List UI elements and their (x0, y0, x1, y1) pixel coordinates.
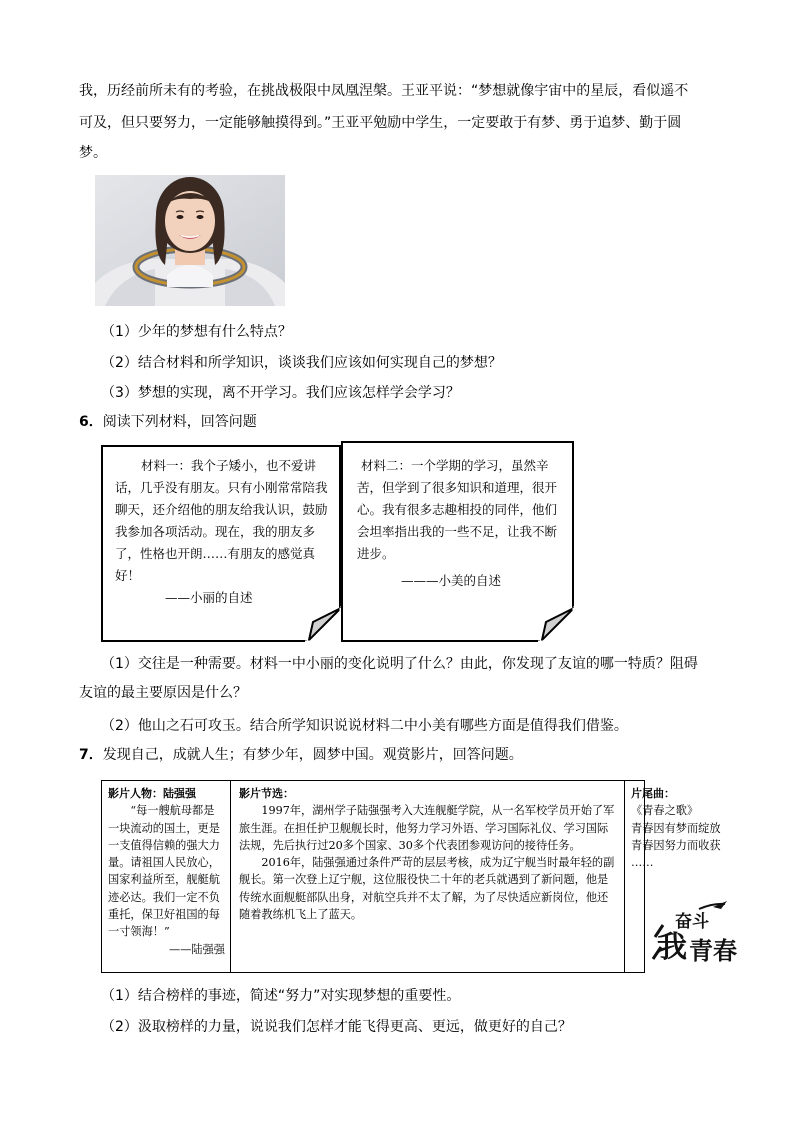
q5-sub-1: （1）少年的梦想有什么特点？ (101, 324, 292, 340)
movie-theme-song-column (625, 781, 743, 972)
theme-song-line-3: 青春因努力而收获 (631, 838, 721, 852)
page-curl-icon (305, 606, 341, 642)
q7-sub-2: （2）汲取榜样的力量，说说我们怎样才能飞得更高、更远，做更好的自己？ (101, 1019, 572, 1035)
astronaut-photo (95, 175, 285, 306)
intro-line-3: 梦。 (79, 145, 107, 161)
movie-character-signature: ——陆强强 (169, 942, 225, 956)
svg-text:我: 我 (657, 930, 687, 965)
movie-excerpt-column (231, 781, 625, 972)
movie-info-table (101, 780, 737, 973)
theme-song-line-2: 青春因有梦而绽放 (631, 821, 721, 835)
movie-excerpt-paragraph-1: 1997年，湖州学子陆强强考入大连舰艇学院，从一名军校学员开始了军旅生涯。在担任护卫舰舰长时，他努力学习外语、学习国际礼仪、学习国际法规，先后执行过20多个国家、30多个代表团参观访问的接待任务。 (239, 804, 615, 852)
q6-stem-text: 阅读下列材料，回答问题 (102, 414, 257, 430)
material-2-signature: ———小美的自述 (401, 573, 502, 588)
svg-text:奋斗: 奋斗 (675, 912, 709, 932)
q5-sub-3: （3）梦想的实现，离不开学习。我们应该怎样学会学习？ (101, 385, 460, 401)
q6-sub-1-line-1: （1）交往是一种需要。材料一中小丽的变化说明了什么？由此，你发现了友谊的哪一特质？阻碍 (101, 656, 698, 672)
theme-song-line-4: …… (631, 856, 654, 870)
movie-excerpt-paragraph-2: 2016年，陆强强通过条件严苛的层层考核，成为辽宁舰当时最年轻的副舰长。第一次登上辽宁舰，这位服役快二十年的老兵就遇到了新问题，他是传统水面舰艇部队出身，对航空兵并不太了解，为了尽快适应新岗位，他还随着教练机飞上了蓝天。 (239, 856, 615, 922)
movie-excerpt-title: 影片节选： (239, 787, 294, 800)
q5-sub-2: （2）结合材料和所学知识，谈谈我们应该如何实现自己的梦想？ (101, 355, 502, 371)
movie-character-title: 影片人物：陆强强 (108, 787, 196, 800)
material-1-signature: ——小丽的自述 (165, 590, 253, 605)
svg-text:青春: 青春 (689, 937, 737, 965)
theme-song-line-1: 《青春之歌》 (631, 804, 699, 818)
q6-number: 6． (79, 414, 103, 430)
q7-number: 7． (79, 747, 103, 763)
intro-line-1: 我，历经前所未有的考验，在挑战极限中凤凰涅槃。王亚平说：“梦想就像宇宙中的星辰，看似遥不 (79, 83, 689, 99)
page-curl-icon (538, 606, 574, 642)
q6-stem (79, 408, 724, 436)
movie-character-column (102, 781, 231, 972)
theme-song-title: 片尾曲： (631, 787, 675, 800)
intro-line-2: 可及，但只要努力，一定能够触摸得到。”王亚平勉励中学生，一定要敢于有梦、勇于追梦、勤于圆 (79, 115, 682, 131)
q6-sub-2: （2）他山之石可攻玉。结合所学知识说说材料二中小美有哪些方面是值得我们借鉴。 (101, 718, 628, 734)
material-1-box (101, 445, 341, 642)
astronaut-portrait-icon (95, 175, 285, 306)
q6-sub-1-line-2: 友谊的最主要原因是什么？ (79, 685, 247, 701)
q7-stem-text: 发现自己，成就人生；有梦少年，圆梦中国。观赏影片，回答问题。 (102, 747, 523, 763)
material-2-box (341, 441, 574, 642)
material-1-text: 材料一：我个子矮小，也不爱讲话，几乎没有朋友。只有小刚常常陪我聊天，还介绍他的朋友给我认识，鼓励我参加各项活动。现在，我的朋友多了，性格也开朗……有朋友的感觉真好！ (115, 458, 328, 583)
fendou-qingchun-logo-icon (653, 897, 737, 967)
q7-stem (79, 741, 724, 769)
material-2-text: 材料二：一个学期的学习，虽然辛苦，但学到了很多知识和道理，很开心。我有很多志趣相投的同伴，他们会坦率指出我的一些不足，让我不断进步。 (357, 458, 558, 561)
movie-character-quote: “每一艘航母都是一块流动的国土，更是一支值得信赖的强大力量。请祖国人民放心，国家利益所至，舰艇航迹必达。我们一定不负重托，保卫好祖国的每一寸领海！” (108, 804, 220, 939)
q7-sub-1: （1）结合榜样的事迹，简述“努力”对实现梦想的重要性。 (101, 988, 461, 1004)
